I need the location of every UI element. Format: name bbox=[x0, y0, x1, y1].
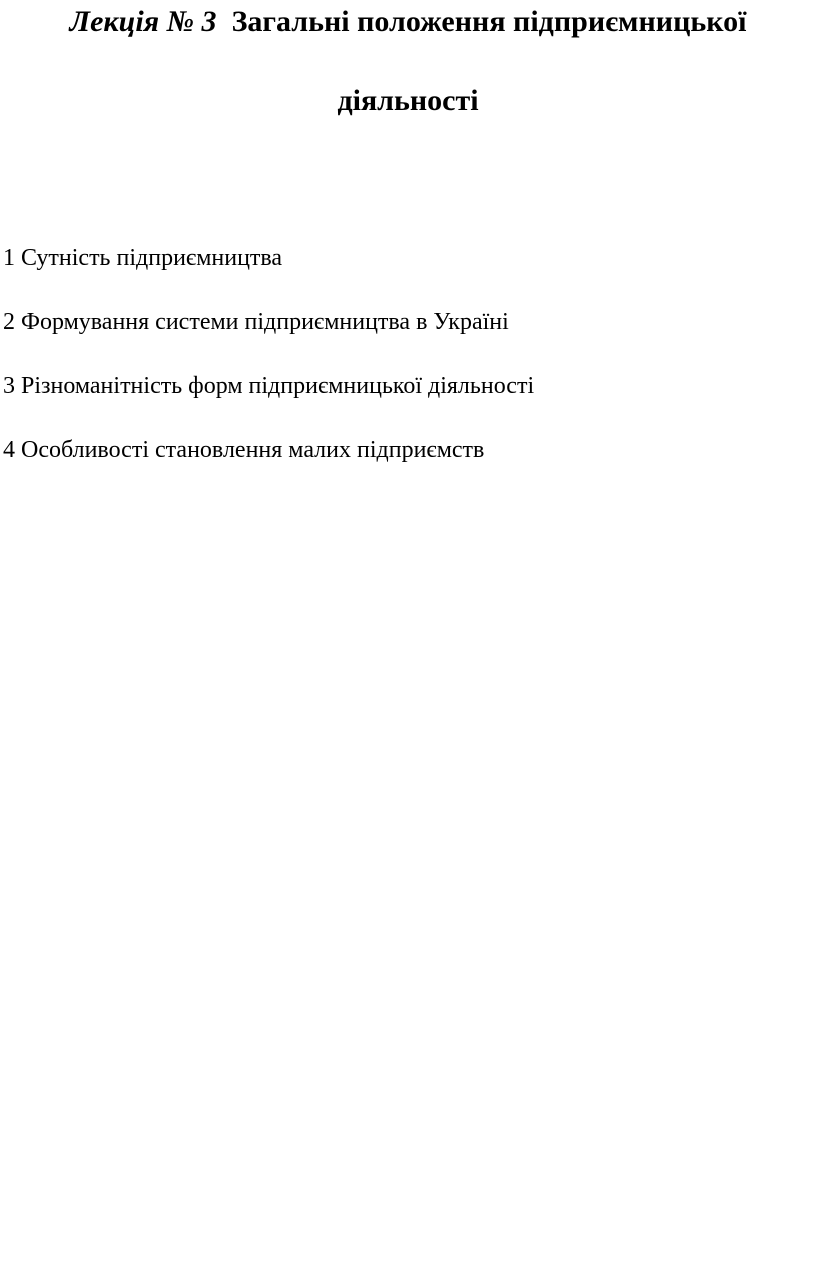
outline-item: 1 Сутність підприємництва bbox=[3, 245, 283, 271]
lecture-title-continuation: діяльності bbox=[337, 84, 479, 117]
lecture-number: Лекція № 3 bbox=[69, 5, 217, 38]
lecture-title-text: Загальні положення підприємницької bbox=[231, 5, 747, 38]
lecture-title bbox=[0, 0, 816, 44]
outline-item: 4 Особливості становлення малих підприємств bbox=[3, 437, 485, 463]
outline-item: 2 Формування системи підприємництва в Україні bbox=[3, 309, 509, 335]
lecture-outline bbox=[3, 240, 534, 496]
outline-item: 3 Різноманітність форм підприємницької діяльності bbox=[3, 373, 535, 399]
